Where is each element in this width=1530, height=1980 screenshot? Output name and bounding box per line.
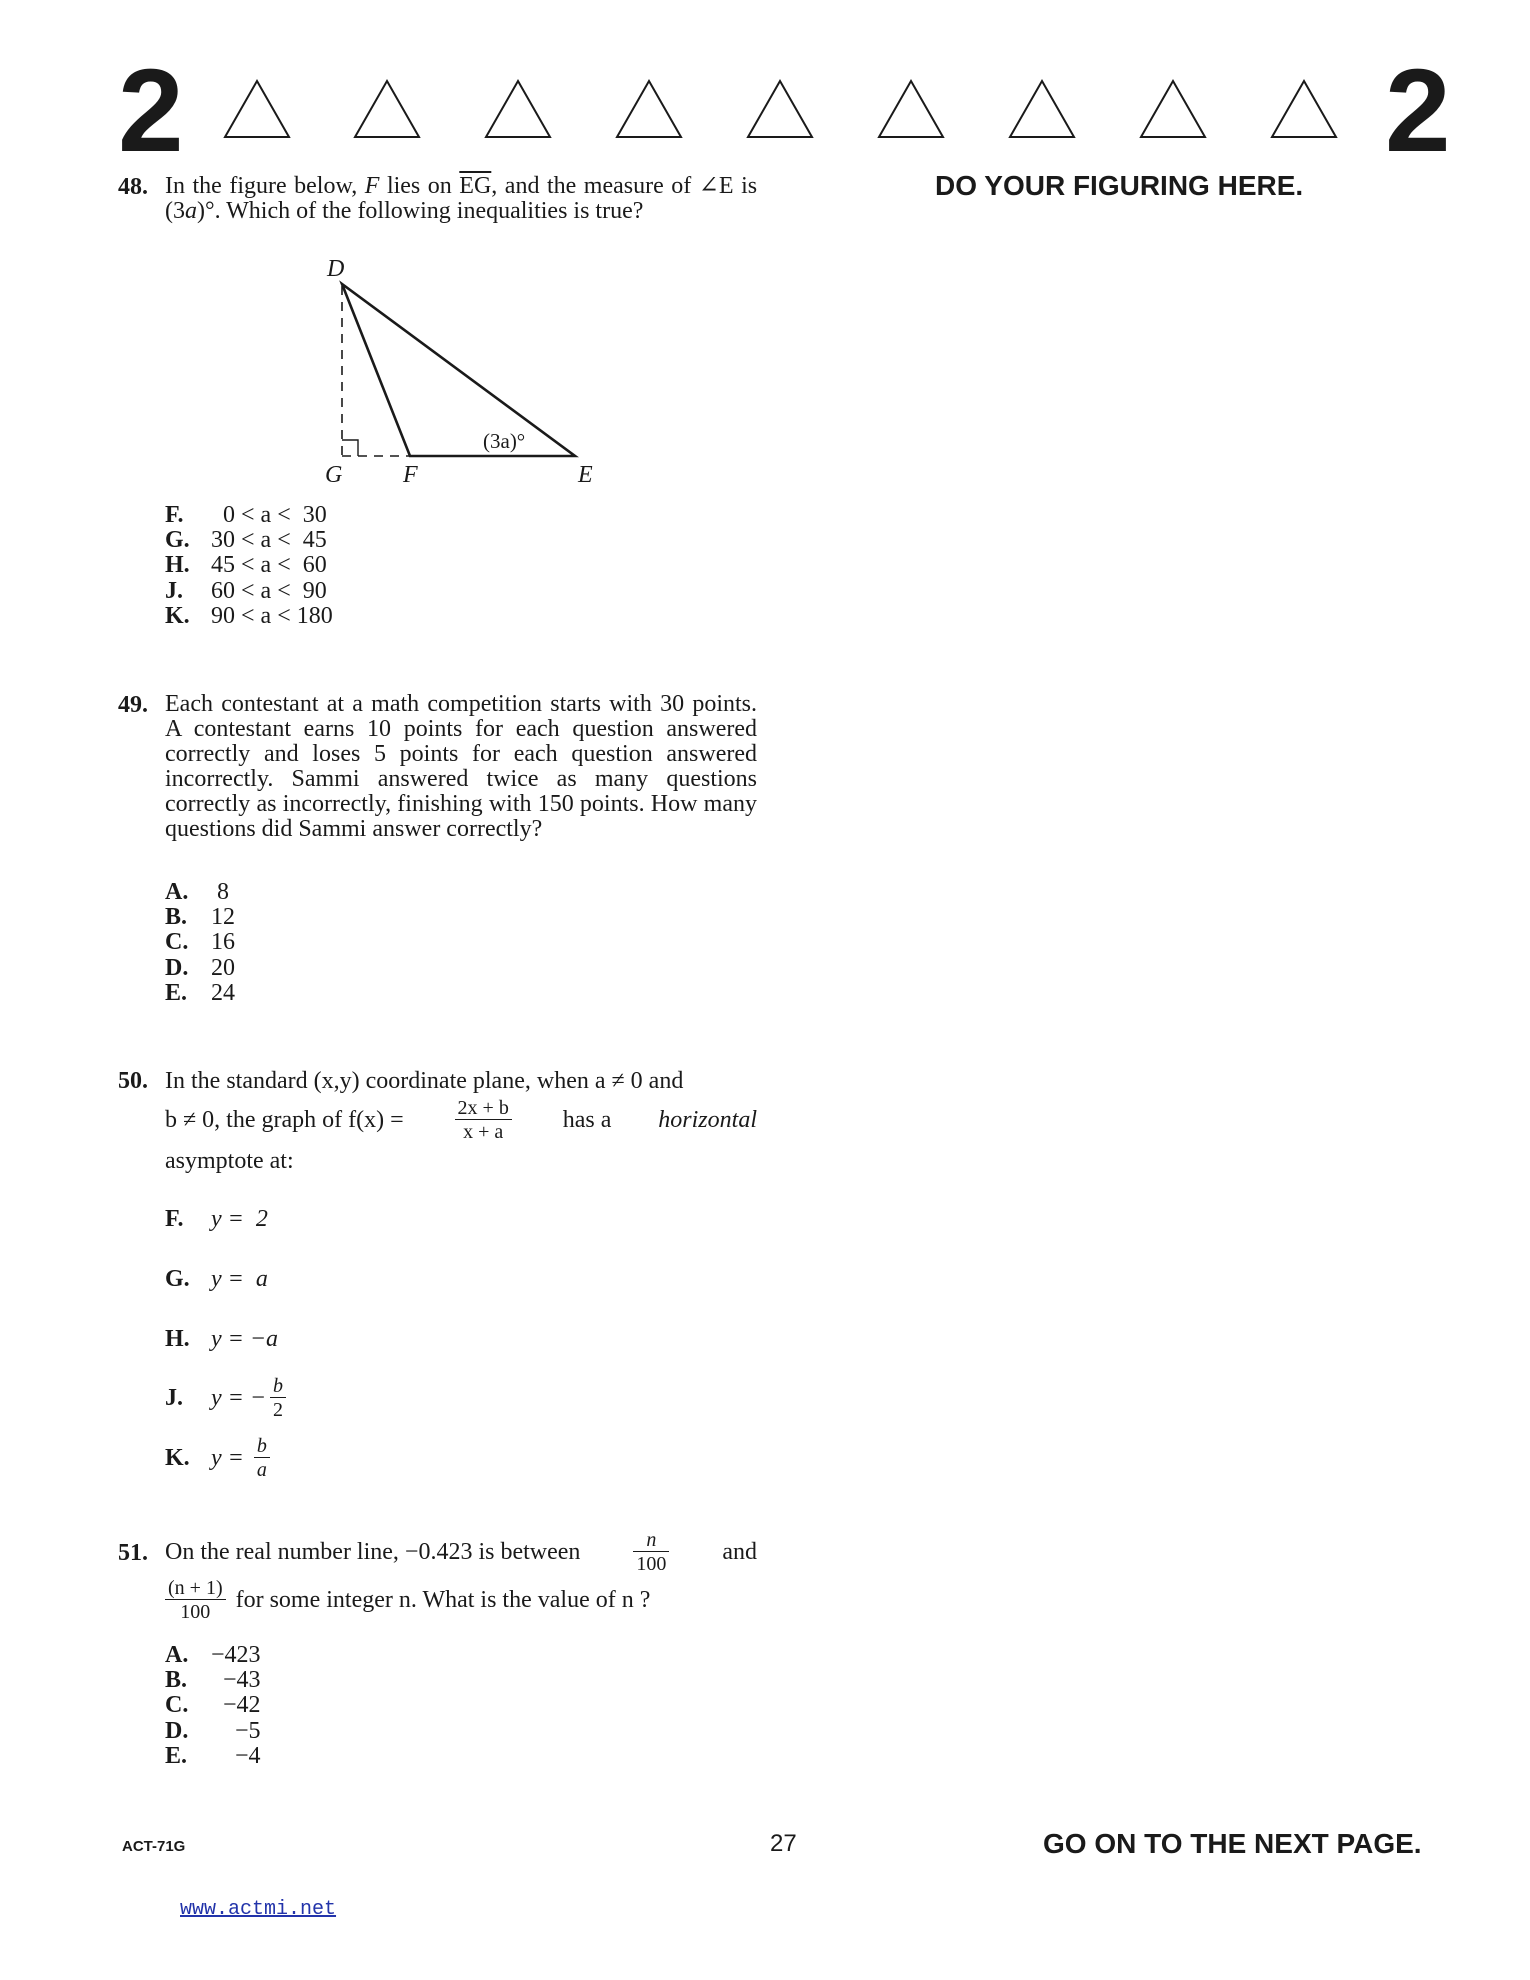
choice-g[interactable]: G. 30 < a < 45: [165, 527, 327, 554]
angle-label: (3a)°: [483, 429, 526, 453]
question-text-line1: On the real number line, −0.423 is between $\frac{n}{100}$ and: [165, 1529, 757, 1575]
choice-j[interactable]: J. y = − $\frac{b}{2}$: [165, 1376, 290, 1420]
triangle-icon: [222, 78, 292, 140]
choice-b[interactable]: B. −43: [165, 1667, 261, 1694]
question-text-line2: b ≠ 0, the graph of f(x) = $\frac{2x + b}{x + a}$ has a horizontal: [165, 1097, 757, 1143]
label-f: F: [403, 462, 418, 488]
choice-k[interactable]: K. y = $\frac{b}{a}$: [165, 1436, 274, 1480]
choice-f[interactable]: F. 0 < a < 30: [165, 502, 327, 528]
triangle-icon: [1007, 78, 1077, 140]
choice-c[interactable]: C. 16: [165, 929, 235, 956]
question-number: 49.: [118, 692, 148, 718]
choice-h[interactable]: H. 45 < a < 60: [165, 552, 327, 579]
question-text: In the figure below, F lies on $\overline{EG}$, and the measure of ∠E is (3a)°. Which of the following inequalities is true?: [165, 173, 758, 224]
answer-choices: [165, 880, 235, 1006]
label-e: E: [578, 462, 593, 488]
choice-b[interactable]: B. 12: [165, 904, 235, 931]
choice-e[interactable]: E. −4: [165, 1742, 261, 1769]
triangle-figure: [320, 250, 620, 495]
choice-h[interactable]: H. y = −a: [165, 1326, 279, 1352]
label-g: G: [325, 462, 343, 488]
section-number-right: 2: [1385, 45, 1451, 177]
label-d: D: [327, 256, 345, 282]
figuring-heading: DO YOUR FIGURING HERE.: [935, 170, 1304, 201]
choice-d[interactable]: D. −5: [165, 1717, 261, 1744]
choice-e[interactable]: E. 24: [165, 979, 235, 1006]
choice-j[interactable]: J. 60 < a < 90: [165, 577, 327, 604]
choice-f[interactable]: F. y = 2: [165, 1206, 268, 1232]
fraction: $\frac{n}{100}$: [633, 1530, 669, 1574]
triangle-icon: [1269, 78, 1339, 140]
answer-choices: [165, 1643, 261, 1769]
question-number: 51.: [118, 1540, 148, 1566]
section-number-left: 2: [118, 45, 184, 177]
next-page-notice: GO ON TO THE NEXT PAGE.: [1043, 1828, 1422, 1859]
question-text: Each contestant at a math competition starts with 30 points. A contestant earns 10 points for each question answered correctly and loses 5 points for each question answered incorrectly. Sammi answered twice as many questions correctly as incorrectly, finishing with 150 points. How many questions did Sammi answer correctly?: [165, 691, 757, 842]
question-number: 50.: [118, 1068, 148, 1094]
choice-a[interactable]: A. 8: [165, 879, 229, 905]
site-link[interactable]: www.actmi.net: [180, 1898, 337, 1921]
choice-a[interactable]: A. −423: [165, 1642, 261, 1668]
answer-choices: [165, 503, 333, 629]
triangle-icon: [483, 78, 553, 140]
question-number: 48.: [118, 174, 148, 200]
choice-c[interactable]: C. −42: [165, 1692, 261, 1719]
fraction: $\frac{2x + b}{x + a}$: [455, 1098, 512, 1142]
choice-d[interactable]: D. 20: [165, 954, 235, 981]
fraction: $\frac{(n + 1)}{100}$: [165, 1578, 226, 1622]
question-text-line1: In the standard (x,y) coordinate plane, when a ≠ 0 and: [165, 1068, 684, 1094]
choice-g[interactable]: G. y = a: [165, 1266, 268, 1292]
triangle-icon: [876, 78, 946, 140]
triangle-icon: [1138, 78, 1208, 140]
page-number: 27: [770, 1830, 797, 1857]
triangle-icon: [614, 78, 684, 140]
choice-k[interactable]: K. 90 < a < 180: [165, 602, 333, 629]
test-code: ACT-71G: [122, 1838, 186, 1855]
triangle-icon: [352, 78, 422, 140]
triangle-icon: [745, 78, 815, 140]
question-text-line2: $\frac{(n + 1)}{100}$ for some integer n. What is the value of n ?: [165, 1578, 757, 1622]
question-text-line3: asymptote at:: [165, 1148, 294, 1174]
